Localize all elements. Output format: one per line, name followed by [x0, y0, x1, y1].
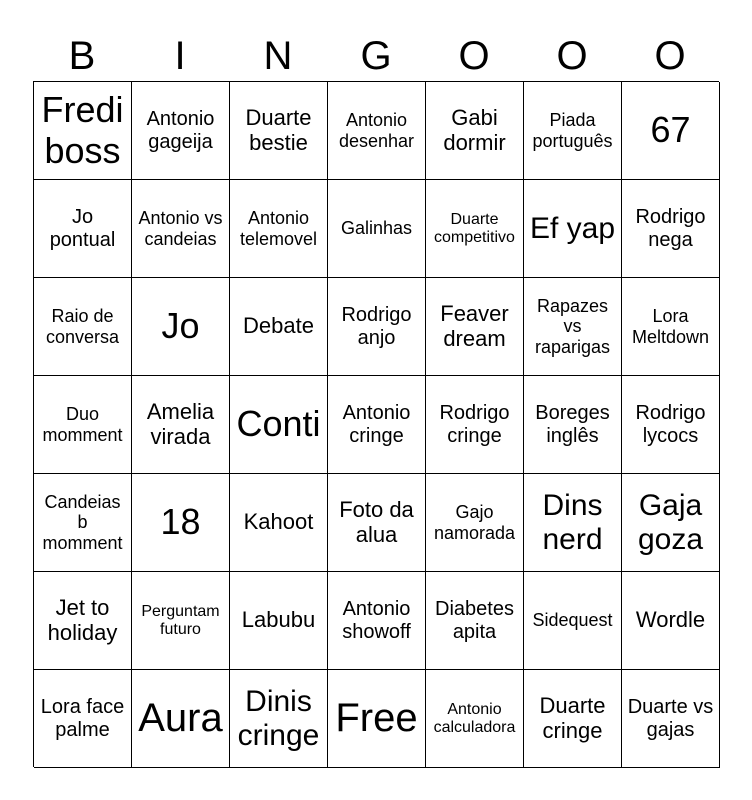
bingo-cell[interactable]: Duarte bestie: [230, 82, 328, 180]
bingo-cell[interactable]: Amelia virada: [132, 376, 230, 474]
bingo-header: [33, 30, 719, 82]
bingo-cell[interactable]: Gabi dormir: [426, 82, 524, 180]
bingo-cell[interactable]: Foto da alua: [328, 474, 426, 572]
bingo-cell[interactable]: Candeias b momment: [34, 474, 132, 572]
bingo-cell[interactable]: Perguntam futuro: [132, 572, 230, 670]
bingo-cell[interactable]: Jo: [132, 278, 230, 376]
bingo-cell[interactable]: Kahoot: [230, 474, 328, 572]
bingo-cell[interactable]: Wordle: [622, 572, 720, 670]
bingo-cell[interactable]: Duo momment: [34, 376, 132, 474]
bingo-cell[interactable]: Jo pontual: [34, 180, 132, 278]
bingo-cell[interactable]: Galinhas: [328, 180, 426, 278]
free-space-cell[interactable]: Free: [328, 670, 426, 768]
bingo-cell[interactable]: Raio de conversa: [34, 278, 132, 376]
bingo-cell[interactable]: Debate: [230, 278, 328, 376]
bingo-cell[interactable]: Gaja goza: [622, 474, 720, 572]
bingo-cell[interactable]: Rodrigo nega: [622, 180, 720, 278]
bingo-cell[interactable]: Antonio calculadora: [426, 670, 524, 768]
bingo-cell[interactable]: Conti: [230, 376, 328, 474]
header-letter-n: N: [263, 34, 293, 78]
bingo-cell[interactable]: Dins nerd: [524, 474, 622, 572]
bingo-cell[interactable]: Antonio cringe: [328, 376, 426, 474]
bingo-cell[interactable]: Labubu: [230, 572, 328, 670]
bingo-cell[interactable]: 18: [132, 474, 230, 572]
bingo-cell[interactable]: Duarte vs gajas: [622, 670, 720, 768]
bingo-cell[interactable]: Lora Meltdown: [622, 278, 720, 376]
bingo-cell[interactable]: Rapazes vs raparigas: [524, 278, 622, 376]
header-letter-i: I: [174, 34, 186, 78]
header-letter-o-2: O: [556, 34, 588, 78]
bingo-cell[interactable]: Antonio telemovel: [230, 180, 328, 278]
bingo-cell[interactable]: Aura: [132, 670, 230, 768]
header-letter-g: G: [360, 34, 392, 78]
header-letter-o-1: O: [458, 34, 490, 78]
bingo-cell[interactable]: Diabetes apita: [426, 572, 524, 670]
bingo-cell[interactable]: Antonio desenhar: [328, 82, 426, 180]
bingo-cell[interactable]: Duarte cringe: [524, 670, 622, 768]
bingo-cell[interactable]: Rodrigo cringe: [426, 376, 524, 474]
bingo-cell[interactable]: Feaver dream: [426, 278, 524, 376]
bingo-cell[interactable]: Dinis cringe: [230, 670, 328, 768]
bingo-cell[interactable]: Fredi boss: [34, 82, 132, 180]
bingo-cell[interactable]: 67: [622, 82, 720, 180]
bingo-cell[interactable]: Piada português: [524, 82, 622, 180]
bingo-cell[interactable]: Ef yap: [524, 180, 622, 278]
bingo-cell[interactable]: Antonio showoff: [328, 572, 426, 670]
bingo-cell[interactable]: Antonio gageija: [132, 82, 230, 180]
bingo-board: [33, 81, 719, 767]
bingo-cell[interactable]: Boreges inglês: [524, 376, 622, 474]
header-letter-b: B: [68, 34, 96, 78]
bingo-cell[interactable]: Sidequest: [524, 572, 622, 670]
bingo-cell[interactable]: Duarte competitivo: [426, 180, 524, 278]
bingo-cell[interactable]: Lora face palme: [34, 670, 132, 768]
bingo-cell[interactable]: Gajo namorada: [426, 474, 524, 572]
bingo-cell[interactable]: Antonio vs candeias: [132, 180, 230, 278]
bingo-cell[interactable]: Jet to holiday: [34, 572, 132, 670]
bingo-cell[interactable]: Rodrigo anjo: [328, 278, 426, 376]
header-letter-o-3: O: [654, 34, 686, 78]
bingo-cell[interactable]: Rodrigo lycocs: [622, 376, 720, 474]
